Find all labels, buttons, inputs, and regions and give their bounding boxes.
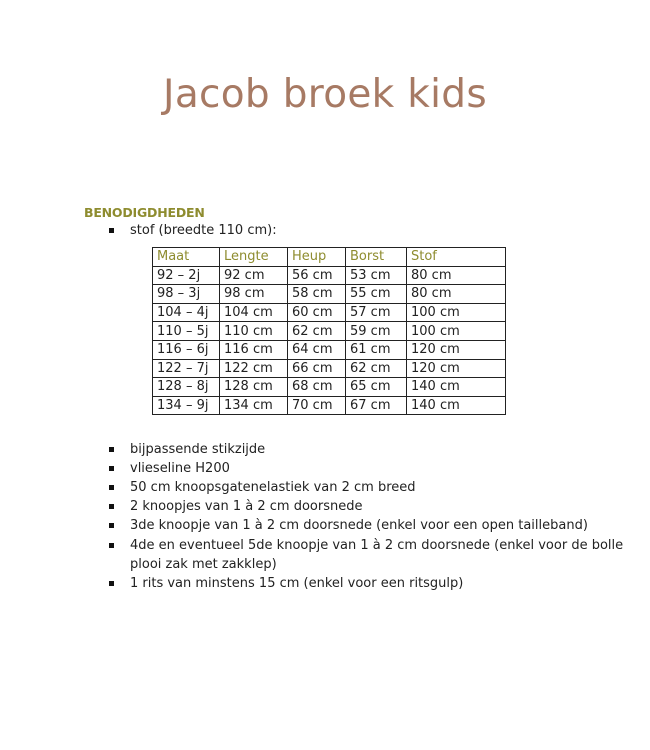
cell-maat: 134 – 9j [153,396,220,415]
cell-borst: 67 cm [346,396,407,415]
table-row [153,322,506,341]
list-item: vlieseline H200 [130,461,230,476]
cell-heup: 58 cm [288,285,346,304]
table-row [153,396,506,415]
bullet-marker [109,485,114,490]
cell-stof: 140 cm [407,378,506,397]
bullet-marker [109,504,114,509]
header-borst: Borst [346,248,407,267]
bullet-marker [109,543,114,548]
table-row [153,340,506,359]
cell-stof: 80 cm [407,266,506,285]
list-item: 1 rits van minstens 15 cm (enkel voor een ritsgulp) [130,576,464,591]
cell-stof: 140 cm [407,396,506,415]
size-table [152,247,506,415]
cell-stof: 80 cm [407,285,506,304]
list-item: 50 cm knoopsgatenelastiek van 2 cm breed [130,480,416,495]
bullet-marker [109,466,114,471]
cell-stof: 120 cm [407,359,506,378]
cell-borst: 65 cm [346,378,407,397]
list-item-fabric: stof (breedte 110 cm): [130,223,277,238]
cell-maat: 116 – 6j [153,340,220,359]
header-heup: Heup [288,248,346,267]
cell-heup: 70 cm [288,396,346,415]
header-lengte: Lengte [220,248,288,267]
table-row [153,378,506,397]
cell-maat: 128 – 8j [153,378,220,397]
cell-borst: 55 cm [346,285,407,304]
cell-lengte: 128 cm [220,378,288,397]
cell-lengte: 92 cm [220,266,288,285]
cell-stof: 100 cm [407,303,506,322]
list-item: 2 knoopjes van 1 à 2 cm doorsnede [130,499,363,514]
cell-lengte: 134 cm [220,396,288,415]
cell-heup: 56 cm [288,266,346,285]
bullet-marker [109,581,114,586]
cell-borst: 57 cm [346,303,407,322]
cell-maat: 104 – 4j [153,303,220,322]
section-heading: BENODIGDHEDEN [84,205,205,220]
cell-lengte: 122 cm [220,359,288,378]
cell-borst: 53 cm [346,266,407,285]
cell-maat: 110 – 5j [153,322,220,341]
list-item: 3de knoopje van 1 à 2 cm doorsnede (enkel voor een open tailleband) [130,518,588,533]
list-item: bijpassende stikzijde [130,442,266,457]
cell-lengte: 116 cm [220,340,288,359]
cell-lengte: 98 cm [220,285,288,304]
bullet-marker [109,228,114,233]
header-stof: Stof [407,248,506,267]
cell-heup: 66 cm [288,359,346,378]
bullet-marker [109,447,114,452]
cell-stof: 100 cm [407,322,506,341]
cell-maat: 98 – 3j [153,285,220,304]
table-row [153,359,506,378]
cell-heup: 60 cm [288,303,346,322]
cell-maat: 92 – 2j [153,266,220,285]
cell-borst: 61 cm [346,340,407,359]
cell-borst: 59 cm [346,322,407,341]
cell-heup: 68 cm [288,378,346,397]
cell-lengte: 104 cm [220,303,288,322]
table-row [153,285,506,304]
list-item: 4de en eventueel 5de knoopje van 1 à 2 cm doorsnede (enkel voor de bolle [130,538,624,553]
cell-borst: 62 cm [346,359,407,378]
table-row [153,303,506,322]
bullet-marker [109,523,114,528]
cell-stof: 120 cm [407,340,506,359]
table-header-row [153,248,506,267]
header-maat: Maat [153,248,220,267]
page-title: Jacob broek kids [163,72,487,117]
list-item-continuation: plooi zak met zakklep) [130,557,277,572]
cell-heup: 64 cm [288,340,346,359]
table-row [153,266,506,285]
cell-lengte: 110 cm [220,322,288,341]
cell-heup: 62 cm [288,322,346,341]
cell-maat: 122 – 7j [153,359,220,378]
